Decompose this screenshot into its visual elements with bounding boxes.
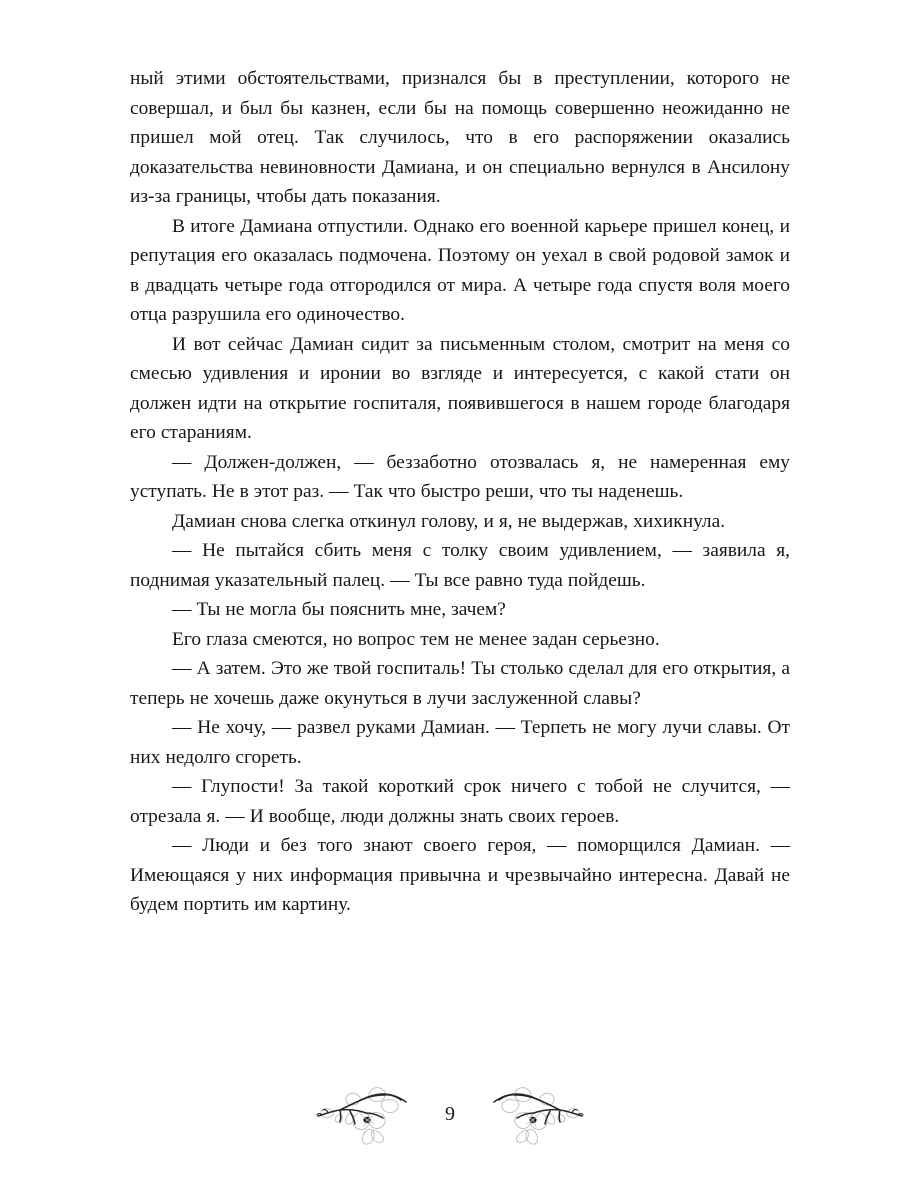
paragraph: — Не хочу, — развел руками Дамиан. — Терпеть не могу лучи славы. От них недолго сгореть. xyxy=(130,717,790,768)
paragraph: ный этими обстоятельствами, признался бы в преступлении, которого не совершал, и был бы казнен, если бы на помощь совершенно неожиданно не пришел мой отец. Так случилось, что в его распоряжении оказались доказательства невиновности Дамиана, и он специально вернулся в Ансилону из-за границы, чтобы дать показания. xyxy=(130,68,790,207)
paragraph: Его глаза смеются, но вопрос тем не менее задан серьезно. xyxy=(172,628,660,650)
page-footer xyxy=(0,1078,900,1150)
paragraph: — Не пытайся сбить меня с толку своим удивлением, — заявила я, поднимая указательный палец. — Ты все равно туда пойдешь. xyxy=(130,540,790,591)
body-text-block xyxy=(130,64,790,920)
paragraph: — Глупости! За такой короткий срок ничего с тобой не случится, — отрезала я. — И вообще, люди должны знать своих героев. xyxy=(130,776,790,827)
floral-branch-ornament-icon xyxy=(314,1083,418,1145)
paragraph: — Должен-должен, — беззаботно отозвалась я, не намеренная ему уступать. Не в этот раз. — Так что быстро реши, что ты наденешь. xyxy=(130,451,790,502)
paragraph: — Люди и без того знают своего героя, — поморщился Дамиан. — Имеющаяся у них информация привычна и чрезвычайно интересна. Давай не будем портить им картину. xyxy=(130,835,790,915)
page-number: 9 xyxy=(445,1103,455,1125)
paragraph: Дамиан снова слегка откинул голову, и я, не выдержав, хихикнула. xyxy=(172,510,726,532)
paragraph: В итоге Дамиана отпустили. Однако его военной карьере пришел конец, и репутация его оказалась подмочена. Поэтому он уехал в свой родовой замок и в двадцать четыре года отгородился от мира. А четыре года спустя воля моего отца разрушила его одиночество. xyxy=(130,215,790,325)
paragraph: — Ты не могла бы пояснить мне, зачем? xyxy=(172,599,506,620)
paragraph: — А затем. Это же твой госпиталь! Ты столько сделал для его открытия, а теперь не хочешь даже окунуться в лучи заслуженной славы? xyxy=(130,658,790,709)
paragraph: И вот сейчас Дамиан сидит за письменным столом, смотрит на меня со смесью удивления и иронии во взгляде и интересуется, с какой стати он должен идти на открытие госпиталя, появившегося в нашем городе благодаря его стараниям. xyxy=(130,333,790,443)
floral-branch-ornament-mirrored-icon xyxy=(482,1083,586,1145)
